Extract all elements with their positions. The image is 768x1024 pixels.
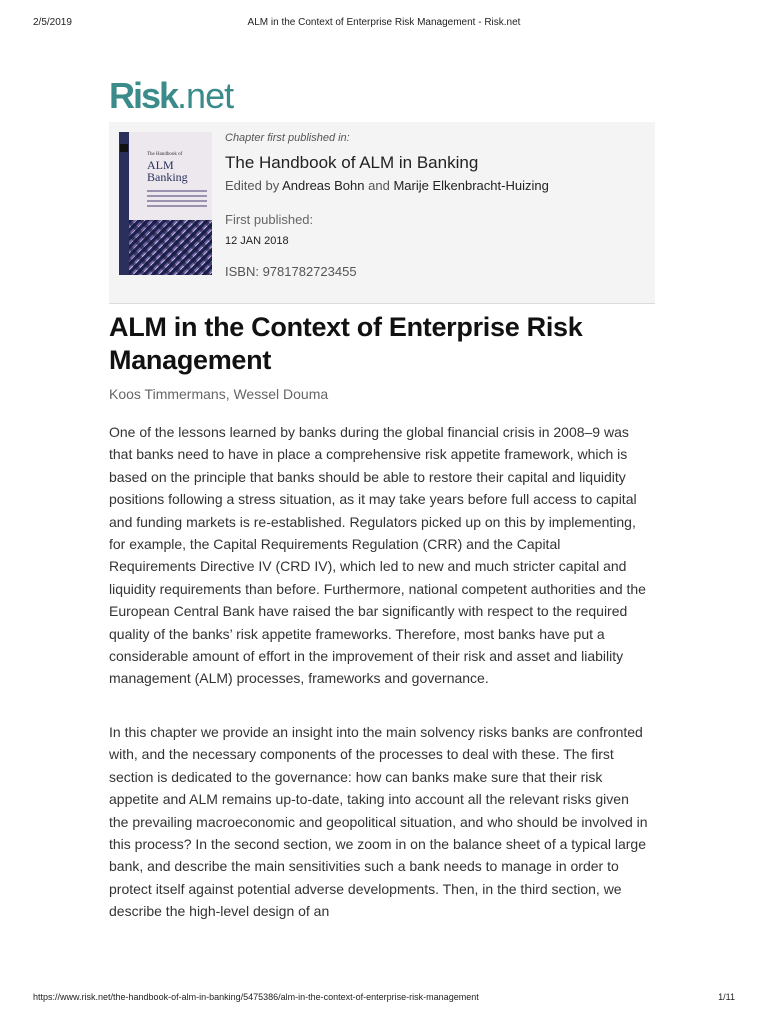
first-published-label: First published:	[225, 212, 314, 227]
book-info-card	[109, 122, 655, 304]
article-authors: Koos Timmermans, Wessel Douma	[109, 386, 329, 402]
editor-link-1[interactable]: Andreas Bohn	[282, 178, 365, 193]
cover-spine	[119, 132, 129, 275]
cover-title-line1: ALM	[147, 158, 174, 172]
edited-by-line	[225, 178, 549, 193]
print-page-title: ALM in the Context of Enterprise Risk Management - Risk.net	[247, 17, 521, 28]
edited-by-label: Edited by	[225, 178, 280, 193]
chapter-published-label: Chapter first published in:	[225, 132, 350, 144]
article-title: ALM in the Context of Enterprise Risk Management	[109, 312, 583, 375]
published-date: 12 JAN 2018	[225, 235, 289, 247]
article-paragraph-1: One of the lessons learned by banks during the global financial crisis in 2008–9 was that banks need to have in place a comprehensive risk appetite framework, which is based on the principle that banks should be able to restore their capital and liquidity positions following a stress situation, as it may take years before full access to capital and funding markets is re-established. Regulators picked up on this by implementing, for example, the Capital Requirements Regulation (CRR) and the Capital Requirements Directive IV (CRD IV), which led to new and much stricter capital and liquidity requirements than before. Furthermore, national competent authorities and the European Central Bank have raised the bar significantly with respect to the required quality of the banks’ risk appetite frameworks. Therefore, most banks have put a considerable amount of effort in the improvement of their risk and asset and liability management (ALM) processes, frameworks and governance.	[109, 424, 646, 687]
cover-subtitle-lines	[147, 190, 207, 210]
print-footer	[0, 992, 768, 1006]
logo-brand-light: .net	[177, 75, 234, 116]
and-label: and	[368, 178, 390, 193]
article-paragraph-2: In this chapter we provide an insight into the main solvency risks banks are confronted with, and the necessary components of the processes to deal with these. The first section is dedicated to the governance: how can banks make sure that their risk appetite and ALM remains up-to-date, taking into account all the relevant risks given the prevailing macroeconomic and geopolitical situation, and who should be involved in this process? In the second section, we zoom in on the balance sheet of a typical large bank, and describe the main sensitivities such a bank needs to manage in order to protect itself against potential adverse developments. Then, in the third section, we describe the high-level design of an	[109, 724, 648, 920]
editor-link-2[interactable]: Marije Elkenbracht-Huizing	[393, 178, 549, 193]
cover-artwork-overlay	[129, 220, 212, 275]
cover-title	[147, 159, 188, 183]
cover-title-line2: Banking	[147, 170, 188, 184]
isbn: ISBN: 9781782723455	[225, 264, 357, 279]
publisher-logo-icon	[120, 144, 128, 152]
book-title-link[interactable]: The Handbook of ALM in Banking	[225, 153, 479, 172]
print-page-number: 1/11	[718, 992, 735, 1002]
logo-brand-bold: Risk	[109, 75, 178, 116]
risknet-logo[interactable]	[109, 75, 234, 116]
book-cover-image[interactable]	[119, 132, 212, 275]
cover-small-text: The Handbook of	[147, 152, 183, 157]
print-date: 2/5/2019	[33, 17, 72, 28]
print-header	[0, 17, 768, 31]
print-url: https://www.risk.net/the-handbook-of-alm-in-banking/5475386/alm-in-the-context-of-enterprise-risk-management	[33, 992, 479, 1002]
